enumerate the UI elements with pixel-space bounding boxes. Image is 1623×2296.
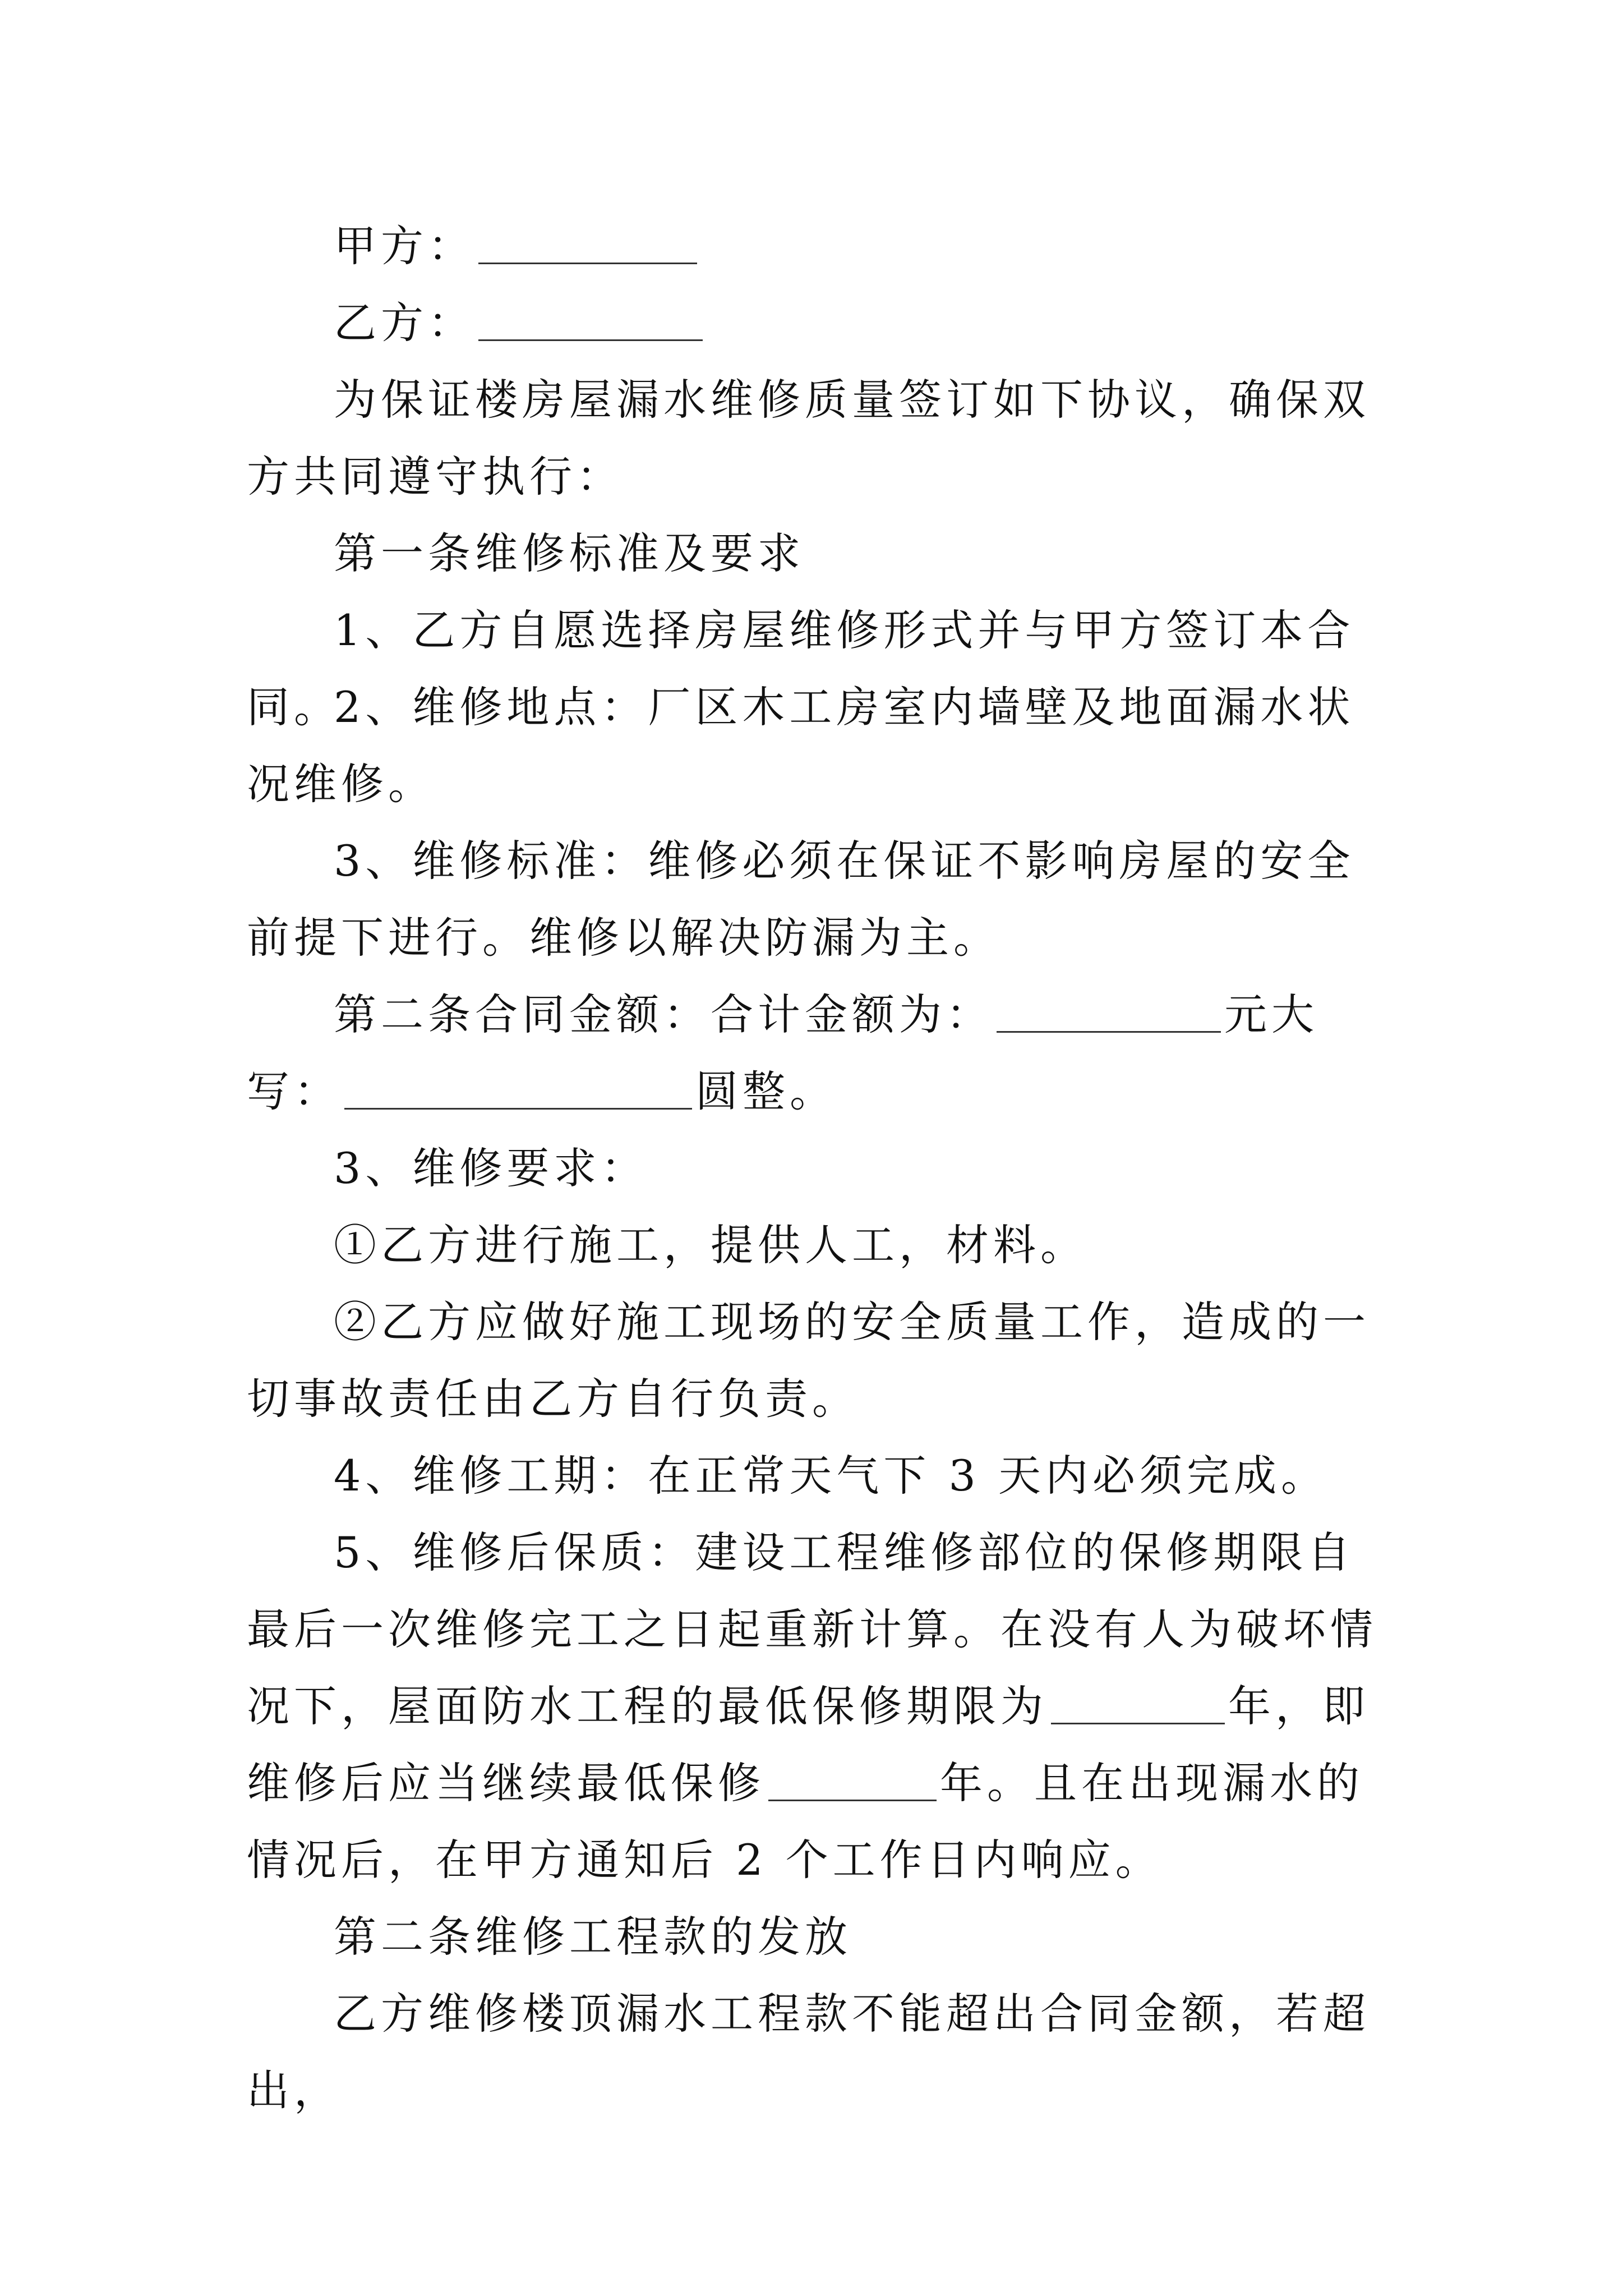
amount-prefix: 第二条合同金额：合计金额为：	[334, 990, 993, 1039]
article1-heading: 第一条维修标准及要求	[334, 528, 805, 578]
intro-paragraph: 为保证楼房屋漏水维修质量签订如下协议，确保双方共同遵守执行：	[247, 375, 1370, 501]
item-4: 4、维修工期：在正常天气下 3 天内必须完成。	[334, 1451, 1329, 1501]
item-2: 2、维修地点：厂区木工房室内墙壁及地面漏水状况维修。	[247, 682, 1355, 809]
item-5-part2: 年，即维修后应当继续最低保修	[247, 1681, 1370, 1808]
continued-warranty-blank	[768, 1765, 937, 1801]
party-b-label: 乙方：	[334, 298, 475, 348]
item-5	[247, 1514, 1391, 1898]
item-5-part1: 5、维修后保质：建设工程维修部位的保修期限自最后一次维修完工之日起重新计算。在没有人为破坏情况下，屋面防水工程的最低保修期限为	[247, 1527, 1377, 1731]
item-3-requirements: 3、维修要求：	[334, 1143, 648, 1193]
contract-amount	[247, 976, 1391, 1130]
requirement-1: ①乙方进行施工，提供人工，材料。	[334, 1220, 1087, 1270]
item-3: 3、维修标准：维修必须在保证不影响房屋的安全前提下进行。维修以解决防漏为主。	[247, 836, 1355, 963]
party-b-blank	[478, 305, 703, 341]
amount-number-blank	[997, 996, 1221, 1033]
party-a-blank	[478, 228, 697, 264]
amount-suffix: 圆整。	[695, 1066, 837, 1116]
amount-mid: 元大写：	[247, 990, 1318, 1116]
requirement-2: ②乙方应做好施工现场的安全质量工作，造成的一切事故责任由乙方自行负责。	[247, 1297, 1370, 1424]
item-5-part3: 年。且在出现漏水的情况后，在甲方通知后 2 个工作日内响应。	[247, 1758, 1364, 1885]
amount-words-blank	[344, 1073, 692, 1110]
article2-payment-heading: 第二条维修工程款的发放	[334, 1912, 852, 1962]
party-b-line	[247, 284, 1391, 361]
warranty-years-blank	[1051, 1688, 1225, 1724]
party-a-line	[247, 208, 1391, 284]
party-a-label: 甲方：	[334, 221, 475, 271]
item-1: 1、乙方自愿选择房屋维修形式并与甲方签订本合同。	[247, 605, 1355, 732]
final-paragraph: 乙方维修楼顶漏水工程款不能超出合同金额，若超出，	[247, 1989, 1370, 2115]
